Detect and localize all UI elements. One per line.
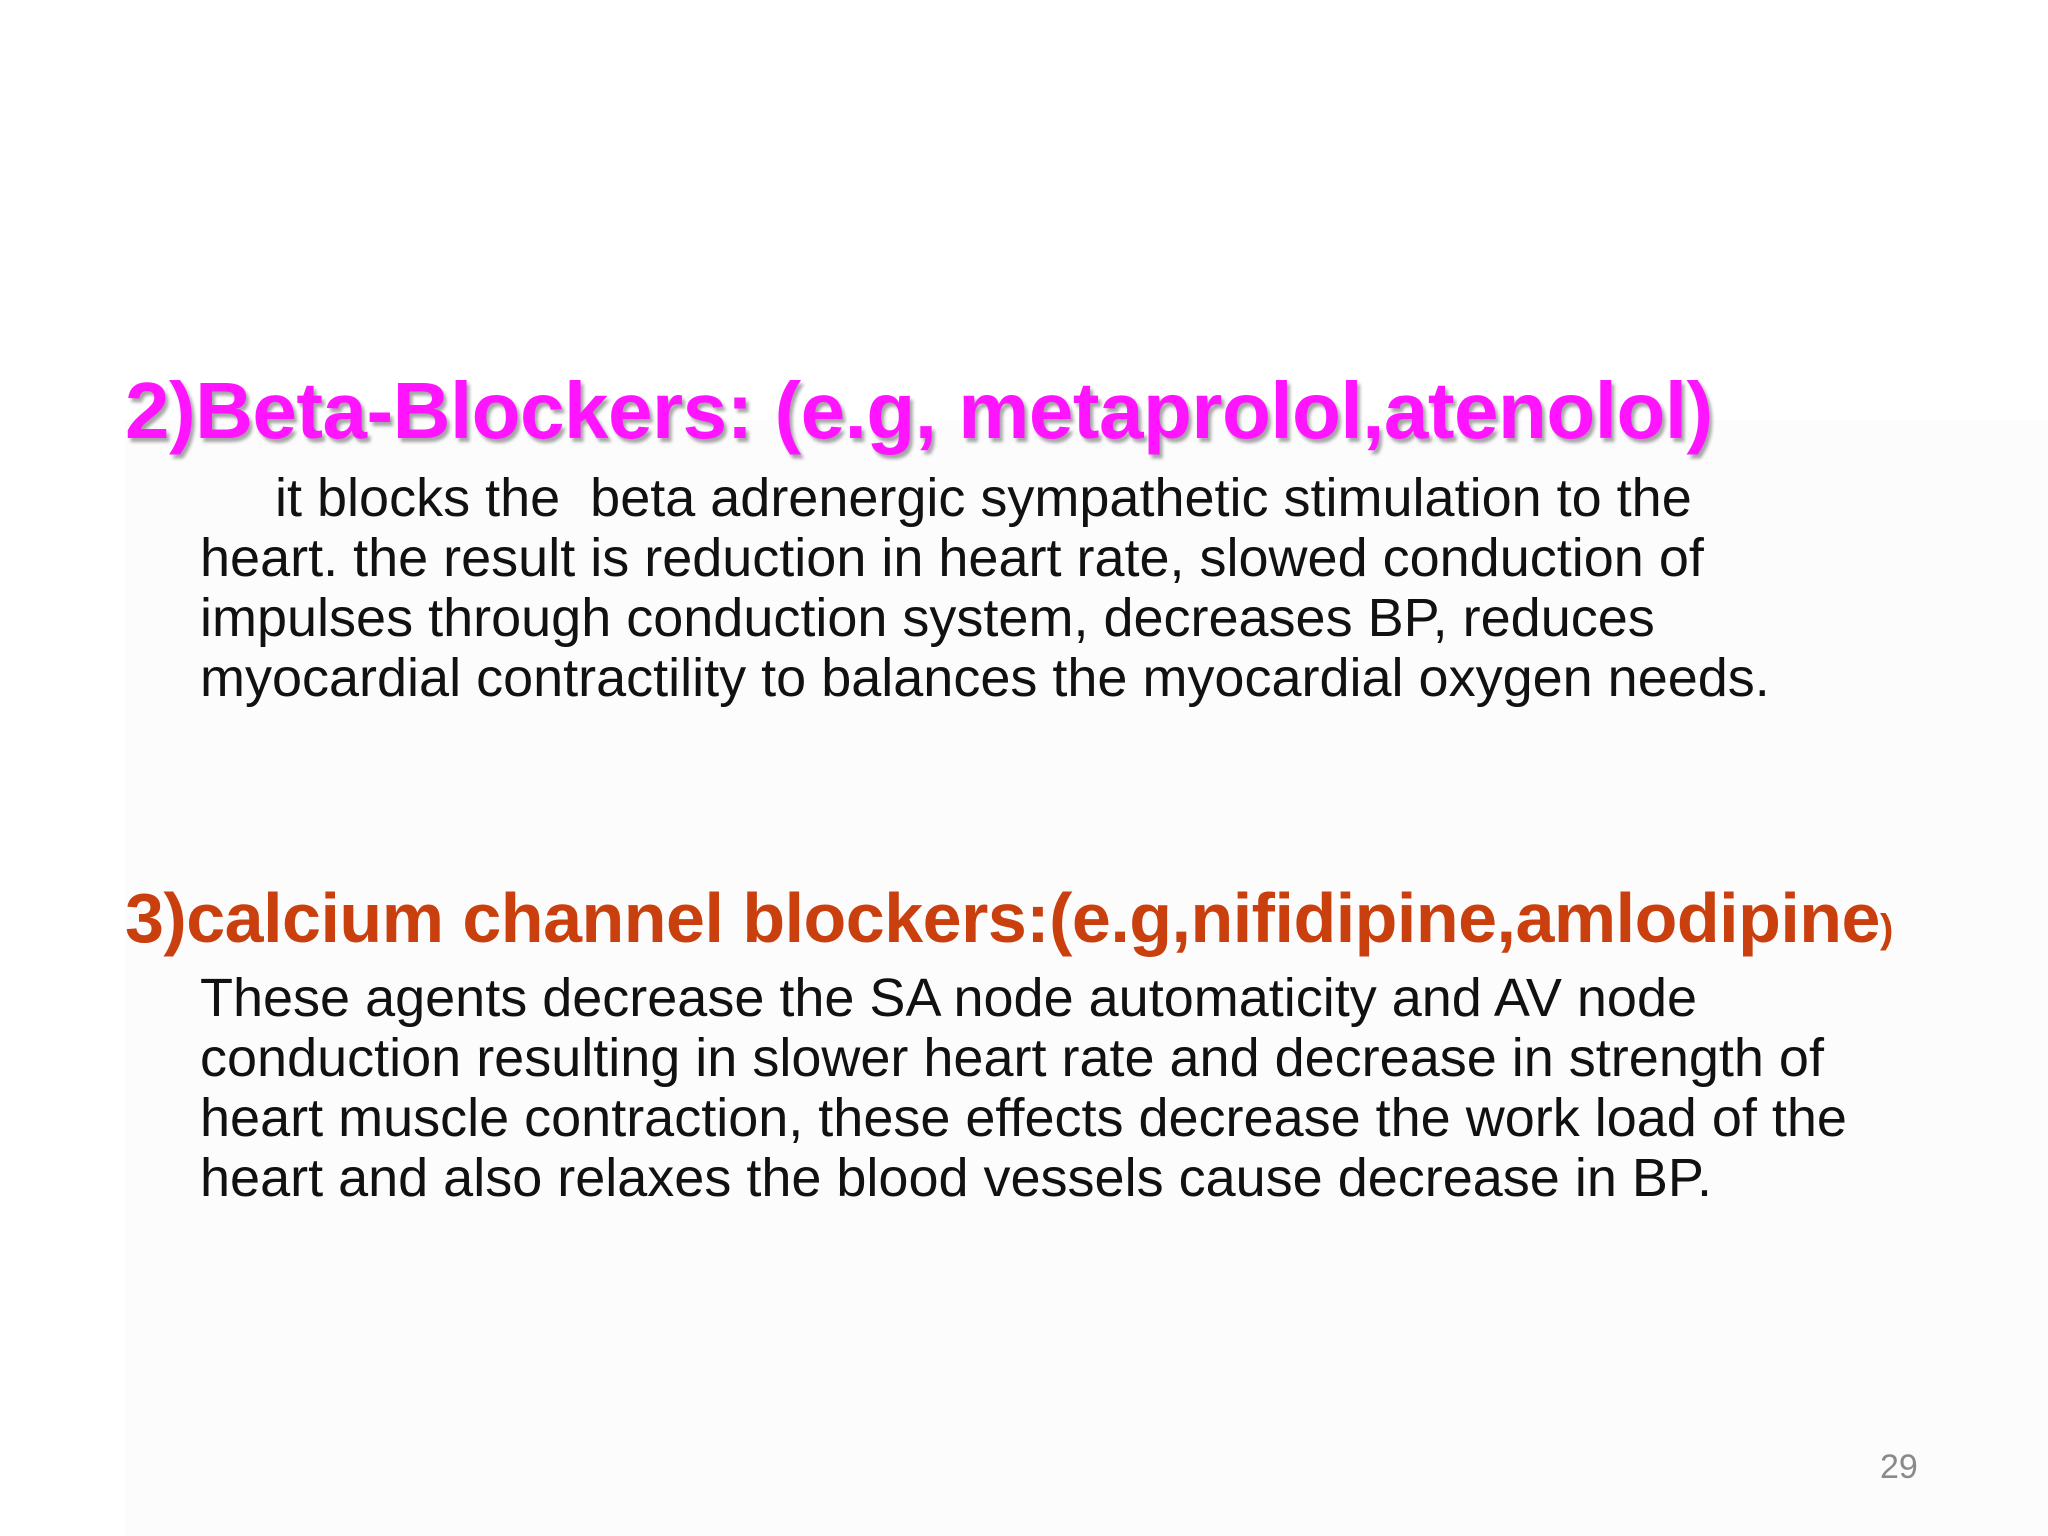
description-line: These agents decrease the SA node automaticity and AV node [200,968,1698,1028]
calcium-channel-blockers-description [200,968,1847,1208]
description-line: heart muscle contraction, these effects decrease the work load of the [200,1088,1847,1148]
calcium-heading-text: 3)calcium channel blockers:(e.g,nifidipine,amlodipine [125,879,1880,957]
calcium-heading-closing-paren: ) [1879,907,1893,951]
description-line: it blocks the beta adrenergic sympathetic stimulation to the [200,468,1692,528]
description-line: myocardial contractility to balances the myocardial oxygen needs. [200,648,1770,708]
description-line: heart. the result is reduction in heart rate, slowed conduction of [200,528,1704,588]
beta-blockers-heading: 2)Beta-Blockers: (e.g, metaprolol,atenolol) [125,366,1713,455]
page-number: 29 [1880,1448,1918,1486]
description-line: heart and also relaxes the blood vessels cause decrease in BP. [200,1148,1712,1208]
calcium-channel-blockers-heading [125,878,1893,958]
beta-blockers-description [200,468,1770,708]
description-line: impulses through conduction system, decreases BP, reduces [200,588,1655,648]
description-line: conduction resulting in slower heart rate and decrease in strength of [200,1028,1824,1088]
